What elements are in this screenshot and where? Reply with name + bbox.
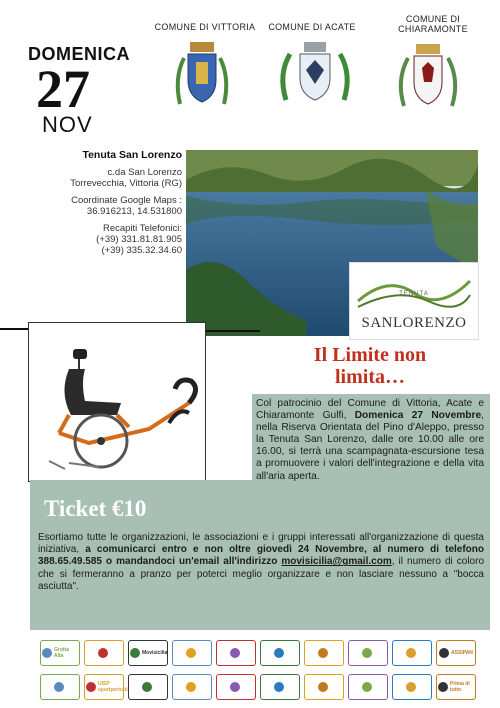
- sponsor-mark-icon: [406, 682, 416, 692]
- venue-phone-1: (+39) 331.81.81.905: [96, 234, 182, 245]
- sponsor-mark-icon: [438, 682, 448, 692]
- sponsor-logo: [392, 640, 432, 666]
- sponsor-logo: [260, 640, 300, 666]
- sponsor-logo: [40, 640, 80, 666]
- sponsor-mark-icon: [86, 682, 96, 692]
- event-description: [256, 398, 484, 483]
- sponsor-mark-icon: [318, 682, 328, 692]
- venue-phones-label: Recapiti Telefonici:: [102, 223, 182, 234]
- sponsor-mark-icon: [230, 682, 240, 692]
- sponsor-mark-icon: [42, 648, 52, 658]
- acate-crest-icon: [278, 40, 352, 106]
- tenuta-logo-big: SANLORENZO: [361, 315, 467, 331]
- date-day-number: 27: [36, 59, 90, 119]
- sponsor-logo: [304, 674, 344, 700]
- sponsor-logo: [436, 640, 476, 666]
- venue-name: Tenuta San Lorenzo: [82, 149, 182, 161]
- chiaramonte-crest-icon: [396, 40, 460, 112]
- wheelchair-image: [28, 322, 206, 482]
- registration-text: [38, 532, 484, 593]
- sponsor-logo: [348, 640, 388, 666]
- wheelchair-icon: [29, 323, 205, 481]
- comune-chiaramonte-name: [378, 14, 488, 34]
- sponsor-logo: [128, 640, 168, 666]
- sponsor-logo: [84, 674, 128, 700]
- sponsor-mark-icon: [362, 648, 372, 658]
- sponsor-mark-icon: [186, 648, 196, 658]
- sponsor-logo: [348, 674, 388, 700]
- ticket-price: Ticket €10: [44, 496, 147, 521]
- sponsor-logo: [172, 640, 212, 666]
- sponsor-logo: [128, 674, 168, 700]
- vittoria-crest-icon: [172, 38, 232, 110]
- sponsor-logo-label: UISP sportpertutti: [98, 681, 128, 693]
- sponsor-mark-icon: [318, 648, 328, 658]
- registration-text-c: , il numero di coloro che si fermeranno a pranzo per poterci meglio organizzare e non lasciare nessuno a "bocca asciutta".: [38, 556, 485, 592]
- sponsor-logo-label: ASSIPAN: [451, 650, 473, 656]
- venue-coords-value: 36.916213, 14.531800: [86, 206, 182, 217]
- sponsor-logo: [436, 674, 476, 700]
- venue-address-line2: Torrevecchia, Vittoria (RG): [70, 178, 182, 189]
- event-description-a: Col patrocinio del Comune di Vittoria, Acate e Chiaramonte Gulfi,: [256, 398, 484, 422]
- sponsor-mark-icon: [142, 682, 152, 692]
- sponsor-logo: [392, 674, 432, 700]
- sponsor-logo: [172, 674, 212, 700]
- registration-text-a: Esortiamo tutte le organizzazioni, le associazioni e i gruppi interessati all'organizzazione di questa iniziativa,: [38, 532, 484, 556]
- event-description-c: , nella Riserva Orientata del Pino d'Aleppo, presso la Tenuta San Lorenzo, dalle ore 10.00 alle ore 16.00, si terrà una scampagnata-escursione tesa a promuovere i valori dell'integrazione e della vita all'aria aperta.: [256, 410, 484, 482]
- sponsor-logo: [216, 640, 256, 666]
- sponsor-mark-icon: [406, 648, 416, 658]
- sponsor-logo-label: Grotta Alta: [54, 647, 69, 659]
- comune-acate-name: COMUNE DI ACATE: [268, 22, 356, 32]
- venue-info: [70, 150, 182, 256]
- sponsor-mark-icon: [98, 648, 108, 658]
- date-day-of-week: DOMENICA: [28, 44, 130, 64]
- venue-phone-2: (+39) 335.32.34.60: [101, 245, 182, 256]
- sponsor-mark-icon: [230, 648, 240, 658]
- headline: [254, 344, 486, 388]
- comune-chiaramonte-line2: CHIARAMONTE: [398, 24, 468, 34]
- sponsor-logo: [216, 674, 256, 700]
- sponsor-mark-icon: [362, 682, 372, 692]
- decor-bar-right: [200, 330, 260, 332]
- sponsor-mark-icon: [186, 682, 196, 692]
- tenuta-logo: [349, 262, 479, 340]
- headline-line2: limita…: [335, 366, 405, 388]
- sponsor-mark-icon: [274, 648, 284, 658]
- sponsor-logo: [84, 640, 124, 666]
- sponsor-logo: [304, 640, 344, 666]
- venue-coords-label: Coordinate Google Maps :: [71, 195, 182, 206]
- sponsor-mark-icon: [274, 682, 284, 692]
- registration-highlight: a comunicarci entro e non oltre giovedì 24 Novembre, al numero di telefono 388.65.49.585 o mandandoci un'email all'indirizzo: [38, 544, 485, 568]
- decor-bar-left: [0, 328, 30, 330]
- tenuta-logo-small: TENUTA: [399, 291, 429, 297]
- sponsor-logo: [260, 674, 300, 700]
- date-month: NOV: [42, 112, 93, 137]
- headline-line1: Il Limite non: [313, 344, 427, 366]
- contact-email-link[interactable]: movisicilia@gmail.com: [281, 556, 392, 568]
- sponsor-logo-label: Prima di tutto: [450, 681, 470, 693]
- event-date-highlight: Domenica 27 Novembre: [354, 410, 482, 422]
- comune-vittoria-name: COMUNE DI VITTORIA: [154, 22, 256, 32]
- venue-address-line1: c.da San Lorenzo: [107, 167, 182, 178]
- sponsor-logo: [40, 674, 80, 700]
- sponsor-mark-icon: [54, 682, 64, 692]
- comune-chiaramonte-line1: COMUNE DI: [405, 14, 461, 24]
- sponsor-logo-label: Movisicilia: [142, 650, 168, 656]
- sponsor-mark-icon: [439, 648, 449, 658]
- sponsor-mark-icon: [130, 648, 140, 658]
